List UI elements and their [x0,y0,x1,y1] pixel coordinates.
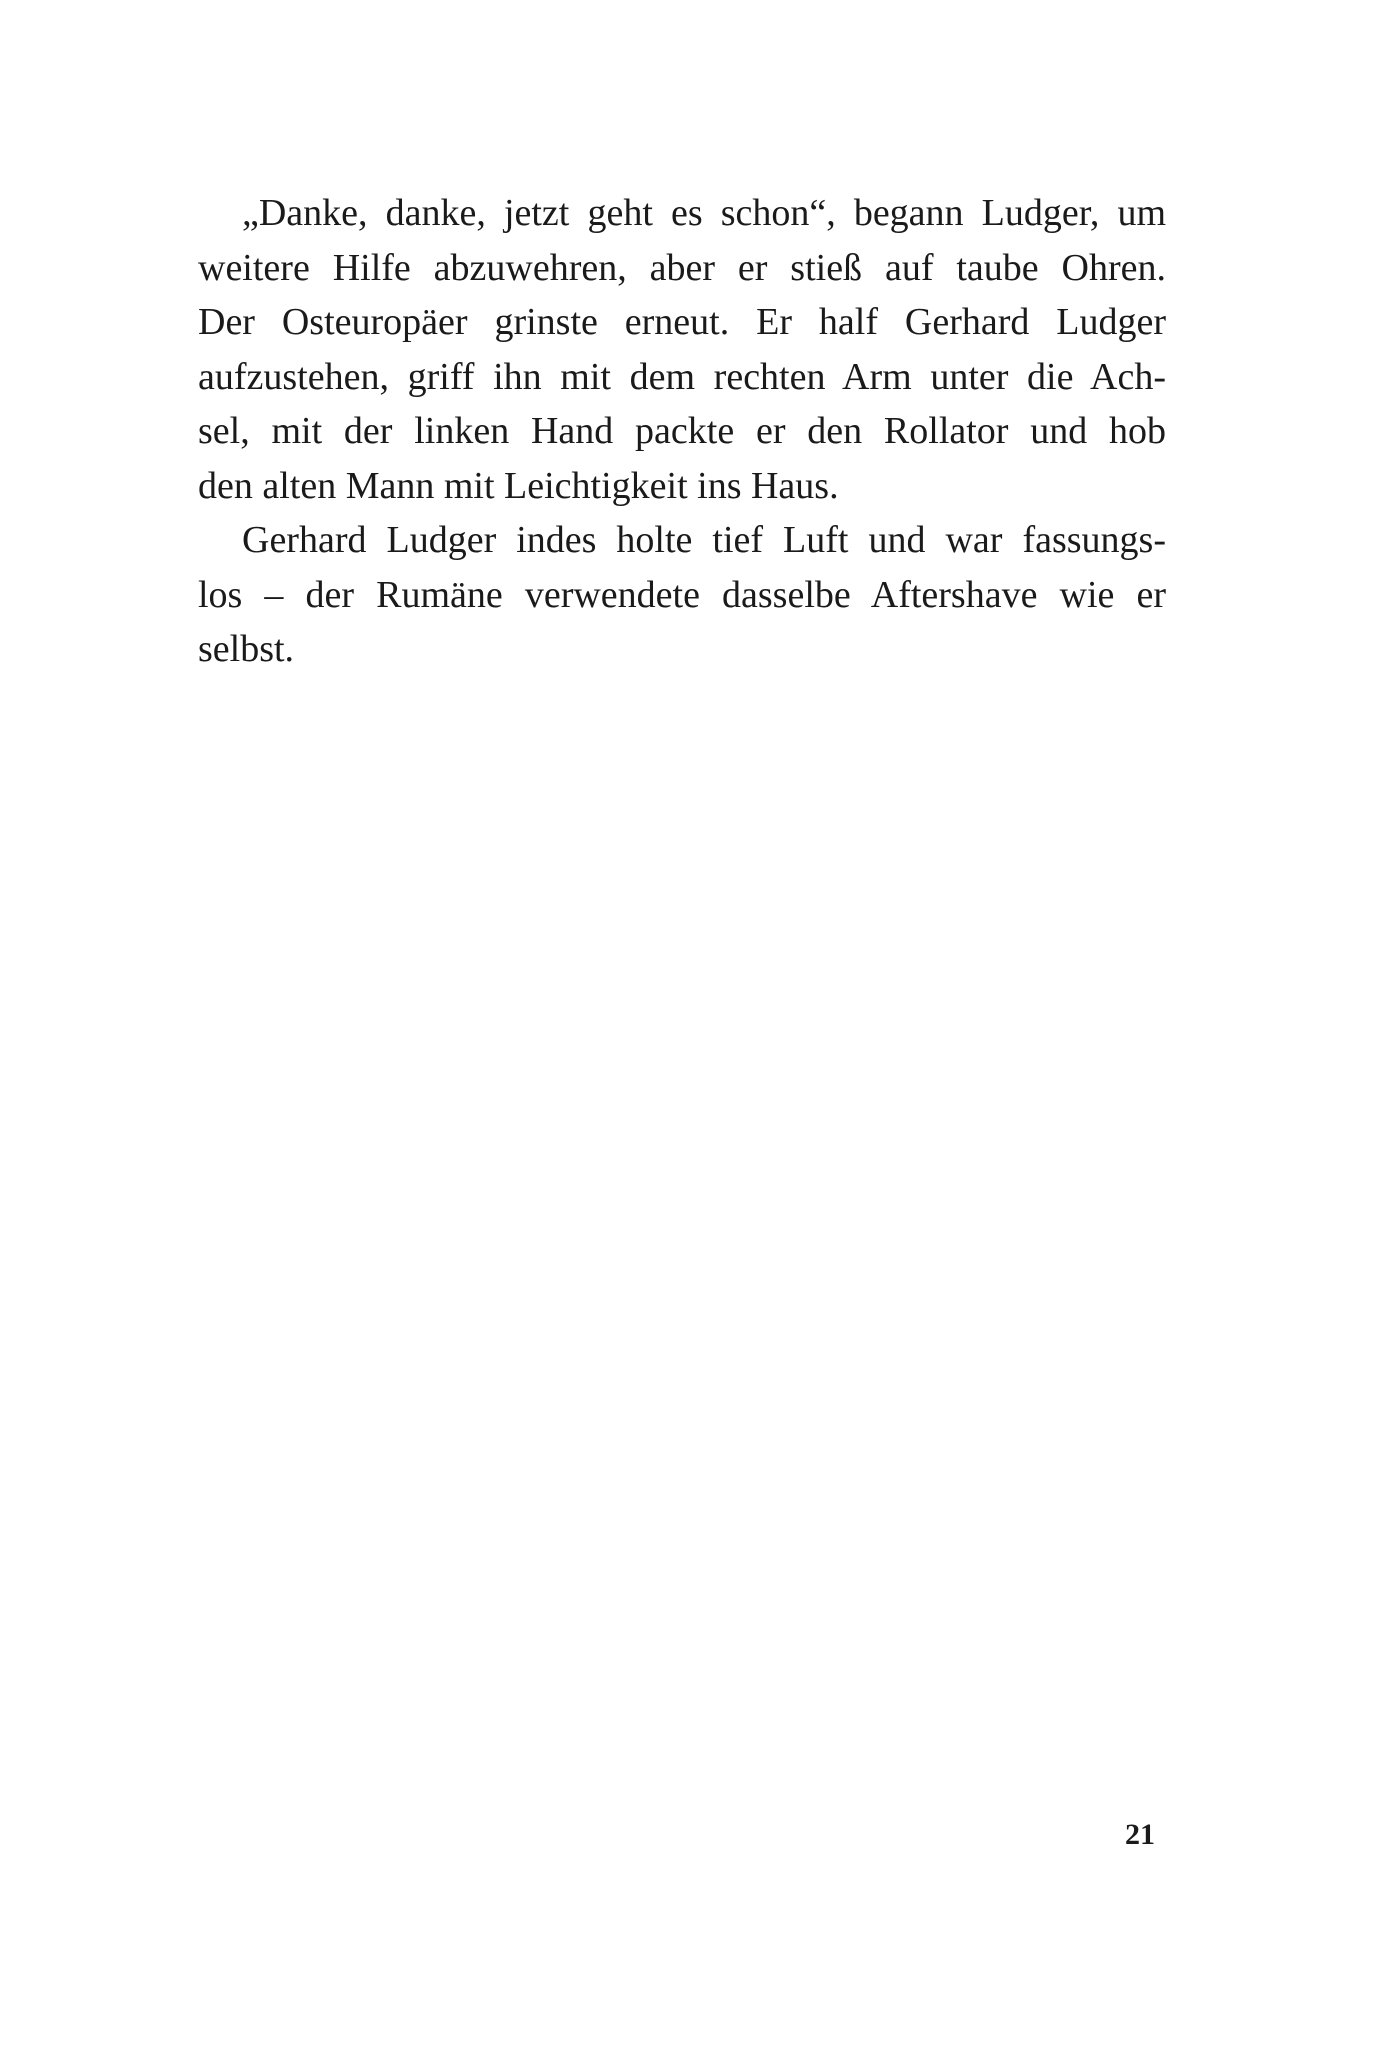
text-line: sel, mit der linken Hand packte er den Rollator und hob [198,410,1166,452]
text-line: den alten Mann mit Leichtigkeit ins Haus. [198,464,839,507]
body-text [198,186,1166,677]
text-line: „Danke, danke, jetzt geht es schon“, begann Ludger, um [242,192,1166,234]
paragraph-1 [198,186,1166,513]
text-line: Gerhard Ludger indes holte tief Luft und war fassungs- [242,519,1166,561]
text-line: selbst. [198,628,295,670]
paragraph-2 [198,513,1166,677]
text-line: weitere Hilfe abzuwehren, aber er stieß auf taube Ohren. [198,246,1166,289]
text-line: los – der Rumäne verwendete dasselbe Aftershave wie er [198,573,1166,616]
page-number: 21 [1125,1818,1155,1851]
text-line: aufzustehen, griff ihn mit dem rechten Arm unter die Ach- [198,355,1166,398]
text-line: Der Osteuropäer grinste erneut. Er half Gerhard Ludger [198,301,1166,343]
